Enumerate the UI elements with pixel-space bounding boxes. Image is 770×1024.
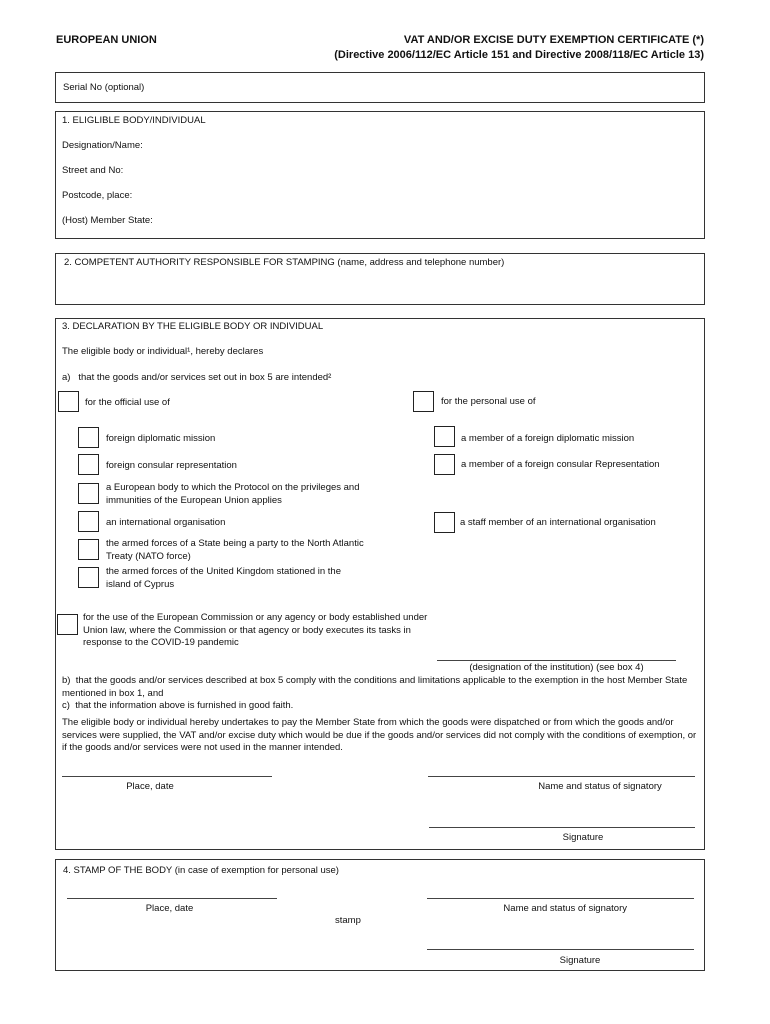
box4-title: 4. STAMP OF THE BODY (in case of exemption for personal use) (63, 865, 339, 876)
uk-forces-checkbox[interactable] (78, 567, 99, 588)
box-eligible-body (55, 111, 705, 239)
nato-force-checkbox[interactable] (78, 539, 99, 560)
official-use-label: for the official use of (85, 397, 170, 408)
stamp-label: stamp (335, 915, 361, 926)
diplomatic-mission-checkbox[interactable] (78, 427, 99, 448)
member-diplomatic-label: a member of a foreign diplomatic mission (461, 433, 635, 444)
box2-title: 2. COMPETENT AUTHORITY RESPONSIBLE FOR STAMPING (name, address and telephone number) (64, 257, 505, 268)
certificate-title: VAT AND/OR EXCISE DUTY EXEMPTION CERTIFICATE (*) (403, 34, 704, 46)
diplomatic-mission-label: foreign diplomatic mission (106, 433, 216, 444)
declares-text: The eligible body or individual¹, hereby declares (62, 346, 264, 357)
place-date-label: Place, date (126, 781, 174, 792)
designation-field[interactable]: Designation/Name: (62, 140, 143, 151)
commission-checkbox[interactable] (57, 614, 78, 635)
box-competent-authority[interactable] (55, 253, 705, 305)
member-consular-checkbox[interactable] (434, 454, 455, 475)
consular-representation-label: foreign consular representation (106, 460, 237, 471)
box4-signature-line[interactable] (427, 949, 694, 950)
member-consular-label: a member of a foreign consular Representation (461, 459, 660, 470)
member-diplomatic-checkbox[interactable] (434, 426, 455, 447)
box4-signature-label: Signature (559, 955, 601, 966)
signature-label: Signature (562, 832, 604, 843)
postcode-field[interactable]: Postcode, place: (62, 190, 133, 201)
point-c-text: c) that the information above is furnished in good faith. (62, 700, 294, 711)
undertaking-text: The eligible body or individual hereby undertakes to pay the Member State from which the goods were dispatched or from which the goods and/or services were supplied, the VAT and/or excise duty which would be due if the goods and/or services did not comply with the conditions of exemption, or if the goods and/or services were not used in the manner intended. (62, 717, 697, 753)
serial-label: Serial No (optional) (63, 82, 145, 93)
consular-representation-checkbox[interactable] (78, 454, 99, 475)
box4-name-status-line[interactable] (427, 898, 694, 899)
european-body-label: a European body to which the Protocol on the privileges and immunities of the European Union applies (106, 482, 360, 506)
personal-use-label: for the personal use of (441, 396, 536, 407)
box1-title: 1. ELIGLIBLE BODY/INDIVIDUAL (62, 115, 206, 126)
international-organisation-label: an international organisation (106, 517, 226, 528)
uk-forces-label: the armed forces of the United Kingdom stationed in the island of Cyprus (106, 566, 341, 590)
nato-force-label: the armed forces of a State being a party to the North Atlantic Treaty (NATO force) (106, 538, 364, 562)
box4-place-date-label: Place, date (145, 903, 194, 914)
point-b-text: b) that the goods and/or services described at box 5 comply with the conditions and limitations applicable to the exemption in the host Member State mentioned in box 1, and (62, 675, 688, 699)
street-field[interactable]: Street and No: (62, 165, 124, 176)
box3-title: 3. DECLARATION BY THE ELIGIBLE BODY OR INDIVIDUAL (62, 321, 324, 332)
commission-label: for the use of the European Commission or any agency or body established under Union law, where the Commission or that agency or body executes its tasks in response to the COVID-19 pandemic (83, 612, 428, 648)
institution-line[interactable] (437, 660, 676, 661)
international-organisation-checkbox[interactable] (78, 511, 99, 532)
member-state-field[interactable]: (Host) Member State: (62, 215, 153, 226)
name-status-label: Name and status of signatory (538, 781, 662, 792)
personal-use-checkbox[interactable] (413, 391, 434, 412)
certificate-subtitle: (Directive 2006/112/EC Article 151 and Directive 2008/118/EC Article 13) (334, 49, 704, 61)
place-date-line[interactable] (62, 776, 272, 777)
serial-box[interactable] (55, 72, 705, 103)
box4-place-date-line[interactable] (67, 898, 277, 899)
point-a-text: a) that the goods and/or services set out in box 5 are intended² (62, 372, 332, 383)
box4-name-status-label: Name and status of signatory (503, 903, 627, 914)
staff-member-label: a staff member of an international organisation (460, 517, 656, 528)
designation-institution-label: (designation of the institution) (see box 4) (469, 662, 644, 673)
staff-member-checkbox[interactable] (434, 512, 455, 533)
signature-line[interactable] (429, 827, 695, 828)
european-body-checkbox[interactable] (78, 483, 99, 504)
official-use-checkbox[interactable] (58, 391, 79, 412)
name-status-line[interactable] (428, 776, 695, 777)
header-left: EUROPEAN UNION (56, 34, 157, 46)
